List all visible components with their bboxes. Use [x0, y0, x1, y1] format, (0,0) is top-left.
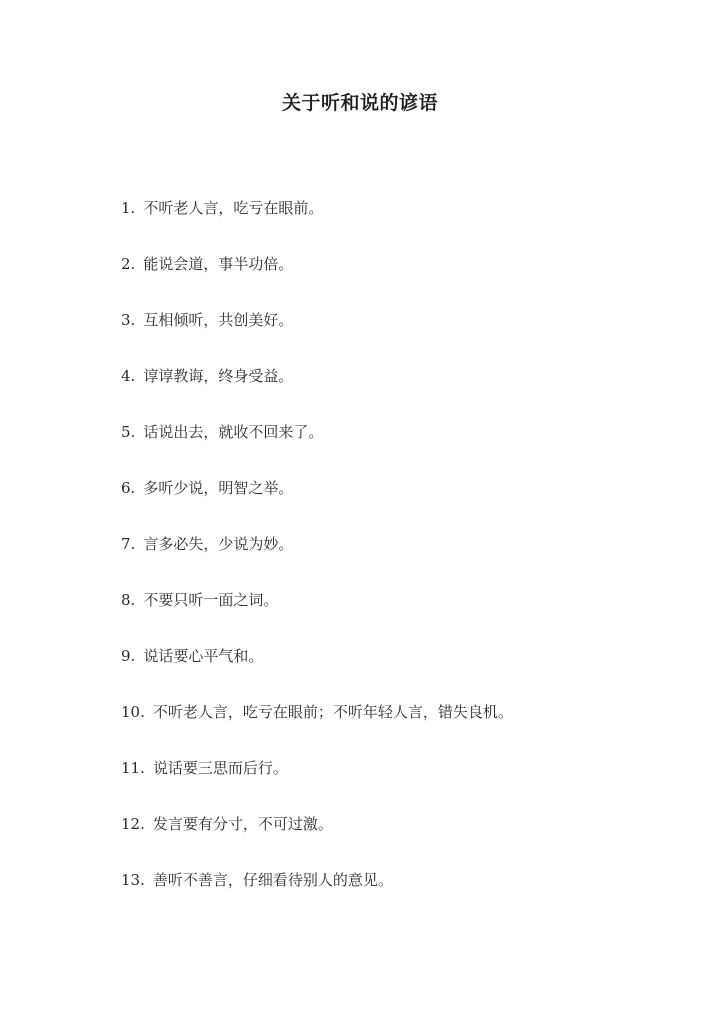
list-item	[121, 757, 513, 813]
list-item	[121, 309, 513, 365]
item-number: 8.	[121, 591, 136, 609]
item-text: 互相倾听，共创美好。	[143, 311, 294, 329]
item-number: 2.	[121, 255, 136, 273]
item-text: 善听不善言，仔细看待别人的意见。	[152, 871, 393, 889]
list-item	[121, 645, 513, 701]
list-item	[121, 421, 513, 477]
list-item	[121, 701, 513, 757]
item-number: 13.	[121, 871, 145, 889]
list-item	[121, 589, 513, 645]
item-text: 言多必失，少说为妙。	[143, 535, 294, 553]
item-number: 11.	[121, 759, 145, 777]
list-item	[121, 365, 513, 421]
item-number: 12.	[121, 815, 145, 833]
item-number: 3.	[121, 311, 136, 329]
item-number: 9.	[121, 647, 136, 665]
item-text: 不要只听一面之词。	[143, 591, 279, 609]
list-item	[121, 197, 513, 253]
document-title: 关于听和说的谚语	[281, 92, 438, 114]
item-number: 4.	[121, 367, 136, 385]
list-item	[121, 533, 513, 589]
item-text: 谆谆教诲，终身受益。	[143, 367, 294, 385]
item-text: 说话要三思而后行。	[152, 759, 288, 777]
proverb-list	[121, 197, 513, 925]
item-number: 7.	[121, 535, 136, 553]
item-number: 1.	[121, 199, 136, 217]
item-text: 能说会道，事半功倍。	[143, 255, 294, 273]
list-item	[121, 477, 513, 533]
item-text: 不听老人言，吃亏在眼前；不听年轻人言，错失良机。	[152, 703, 513, 721]
list-item	[121, 253, 513, 309]
item-number: 6.	[121, 479, 136, 497]
item-text: 不听老人言，吃亏在眼前。	[143, 199, 324, 217]
item-number: 10.	[121, 703, 145, 721]
list-item	[121, 813, 513, 869]
list-item	[121, 869, 513, 925]
item-number: 5.	[121, 423, 136, 441]
item-text: 多听少说，明智之举。	[143, 479, 294, 497]
item-text: 说话要心平气和。	[143, 647, 264, 665]
item-text: 发言要有分寸，不可过激。	[152, 815, 333, 833]
item-text: 话说出去，就收不回来了。	[143, 423, 324, 441]
